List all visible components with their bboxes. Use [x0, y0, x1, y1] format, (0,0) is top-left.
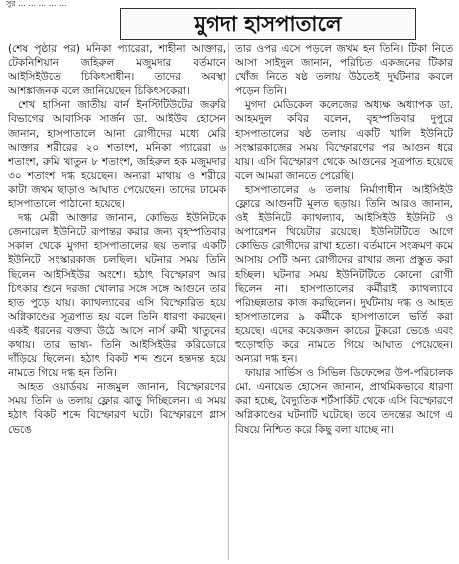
column-divider — [228, 42, 229, 560]
paragraph: ফায়ার সার্ভিস ও সিভিল ডিফেন্সের উপ-পরিচালক মো. এনায়েত হোসেন জানান, প্রাথমিকভাবে ধারণা করা হচ্ছে, বৈদ্যুতিক শর্টসার্কিট থেকে এসি বিস্ফোরণে অগ্নিকাণ্ডের ঘটনাটি ঘটেছে। তবে তদন্তের আগে এ বিষয়ে নিশ্চিত করে কিছু বলা যাচ্ছে না। — [235, 367, 453, 436]
paragraph: (শেষ পৃষ্ঠার পর) মনিকা প্যারেরা, শাহীনা আক্তার, টেকনিশিয়ান জহিরুল মজুমদার বর্তমানে আইসিইউতে চিকিৎসাধীন। তাদের অবস্থা আশঙ্কাজনক বলে জানিয়েছেন চিকিৎসকেরা। — [8, 43, 226, 98]
article-column-left — [8, 42, 226, 562]
paragraph: মুগদা মেডিকেল কলেজের অধ্যক্ষ অধ্যাপক ডা. আহমদুল কবির বলেন, বৃহস্পতিবার দুপুরে হাসপাতালের ষষ্ঠ তলায় একটি খালি ইউনিটে সংস্কারকাজের সময় বিস্ফোরণের পর আগুন ধরে যায়। এসি বিস্ফোরণ থেকে আগুনের সূত্রপাত হয়েছে বলে আমরা জানতে পেরেছি। — [235, 99, 453, 182]
cut-off-header-fragment: সুর ... ... ... ... ... — [6, 0, 67, 8]
paragraph: হাসপাতালের ৬ তলায় নির্মাণাধীন আইসিইউ ফ্লোরে আগুনটি মূলত ছড়ায়। তিনি আরও জানান, ওই ইউনিটে ক্যাথল্যাব, আইসিইউ ইউনিট ও অপারেশন থিয়েটার রয়েছে। ইউনিটটিতে আগে কোভিড রোগীদের রাখা হতো। বর্তমানে সংক্রমণ কমে আসায় সেটি অন্য রোগীদের রাখার জন্য প্রস্তুত করা হচ্ছিল। ঘটনার সময় ইউনিটটিতে কোনো রোগী ছিলেন না। হাসপাতালের কর্মীরাই ক্যাথল্যাবে পরিচ্ছন্নতার কাজ করছিলেন। দুর্ঘটনায় দগ্ধ ও আহত হাসপাতালের ৯ কর্মীকে হাসপাতালে ভর্তি করা হয়েছে। এদের কয়েকজন কাচের টুকরো ভেঙে এবং হুড়োহুড়ি করে নামতে গিয়ে আঘাত পেয়েছেন। অন্যরা দগ্ধ হন। — [235, 183, 453, 366]
article-column-right — [235, 42, 453, 562]
paragraph: শেখ হাসিনা জাতীয় বার্ন ইনস্টিটিউটের জরুরি বিভাগের আবাসিক সার্জন ডা. আইউব হোসেন জানান, হাসপাতালে আনা রোগীদের মধ্যে মেরি আক্তার শরীরের ২০ শতাংশ, মনিকা প্যারেরা ৬ শতাংশ, রুমি খাতুন ৮ শতাংশ, জহিরুল হক মজুমদার ৩০ শতাংশ দগ্ধ হয়েছেন। অন্যরা মাথায় ও শরীরে কাটা জখম ছাড়াও আঘাত পেয়েছেন। তাদের ঢামেক হাসপাতালে পাঠানো হয়েছে। — [8, 99, 226, 211]
paragraph: দগ্ধ মেরী আক্তার জানান, কোভিড ইউনিটকে জেনারেল ইউনিটে রূপান্তর করার জন্য বৃহস্পতিবার সকাল থেকে মুগদা হাসপাতালের ছয় তলার একটি ইউনিটে সংস্কারকাজ চলছিল। ঘটনার সময় তিনি ছিলেন আইসিইউর অংশে। হঠাৎ বিস্ফোরণ আর চিৎকার শুনে দরজা খোলার সঙ্গে সঙ্গে আগুনে তার হাত পুড়ে যায়। ক্যাথল্যাবের এসি বিস্ফোরিত হয়ে অগ্নিকাণ্ডের সূত্রপাত হয় বলে তিনি ধারণা করছেন। একই ধরনের বক্তব্য উঠে আসে নার্স রুমী খাতুনের কথায়। তার ভাষ্য- তিনি আইসিইউর করিডোরে দাঁড়িয়ে ছিলেন। হঠাৎ বিকট শব্দ শুনে হন্তদন্ত হয়ে নামতে গিয়ে দগ্ধ হন তিনি। — [8, 212, 226, 380]
headline: মুগদা হাসপাতালে — [194, 11, 342, 36]
paragraph: তার ওপর এসে পড়লে জখম হন তিনি। টিকা নিতে আসা সাইদুল জানান, পরিচিত একজনের টিকার খোঁজ নিতে ষষ্ঠ তলায় উঠতেই দুর্ঘটনার কবলে পড়েন তিনি। — [235, 43, 453, 98]
paragraph: আহত ওয়ার্ডবয় নাজমুল জানান, বিস্ফোরণের সময় তিনি ৬ তলায় ফ্লোর ঝাড়ু দিচ্ছিলেন। এ সময় হঠাৎ বিকট শব্দে বিস্ফোরণ ঘটে। বিস্ফোরণে গ্লাস ভেঙে — [8, 381, 226, 436]
headline-box — [120, 8, 416, 40]
